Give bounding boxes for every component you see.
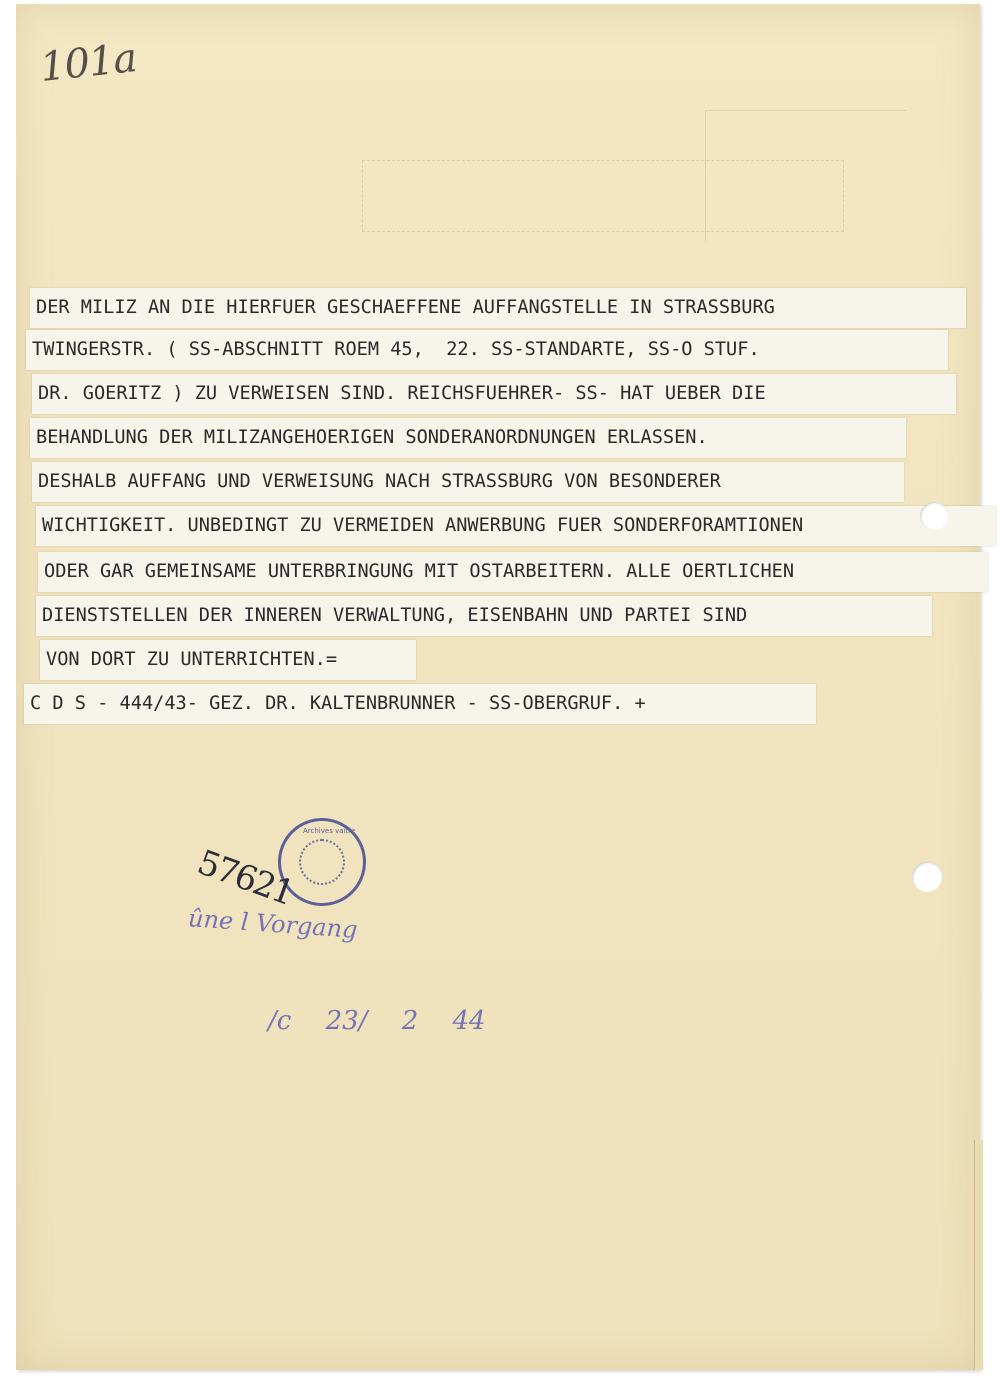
telegram-line-7: ODER GAR GEMEINSAME UNTERBRINGUNG MIT OSTARBEITERN. ALLE OERTLICHEN	[38, 552, 988, 592]
handwritten-number: 57621	[192, 842, 299, 914]
telegram-line-3: DR. GOERITZ ) ZU VERWEISEN SIND. REICHSFUEHRER- SS- HAT UEBER DIE	[32, 374, 956, 414]
paper-edge	[974, 1140, 983, 1370]
telegram-line-2: TWINGERSTR. ( SS-ABSCHNITT ROEM 45, 22. SS-STANDARTE, SS-O STUF.	[26, 330, 948, 370]
telegram-signature-line: C D S - 444/43- GEZ. DR. KALTENBRUNNER - SS-OBERGRUF. +	[24, 684, 816, 724]
punch-hole-top	[920, 502, 948, 530]
stamp-text: Archives vaitre	[303, 827, 356, 835]
stamp-emblem	[299, 839, 345, 885]
telegram-line-9: VON DORT ZU UNTERRICHTEN.=	[40, 640, 416, 680]
folio-number: 101a	[37, 35, 139, 91]
handwritten-date: /c 23/ 2 44	[268, 1006, 486, 1036]
telegram-line-4: BEHANDLUNG DER MILIZANGEHOERIGEN SONDERANORDNUNGEN ERLASSEN.	[30, 418, 906, 458]
punch-hole-bottom	[912, 862, 942, 892]
telegram-line-6: WICHTIGKEIT. UNBEDINGT ZU VERMEIDEN ANWERBUNG FUER SONDERFORAMTIONEN	[36, 506, 996, 546]
bleed-through-frame	[705, 110, 906, 241]
telegram-line-1: DER MILIZ AN DIE HIERFUER GESCHAEFFENE AUFFANGSTELLE IN STRASSBURG	[30, 288, 966, 328]
telegram-line-5: DESHALB AUFFANG UND VERWEISUNG NACH STRASSBURG VON BESONDERER	[32, 462, 904, 502]
telegram-line-8: DIENSTSTELLEN DER INNEREN VERWALTUNG, EISENBAHN UND PARTEI SIND	[36, 596, 932, 636]
handwritten-note: ûne l Vorgang	[187, 904, 359, 944]
